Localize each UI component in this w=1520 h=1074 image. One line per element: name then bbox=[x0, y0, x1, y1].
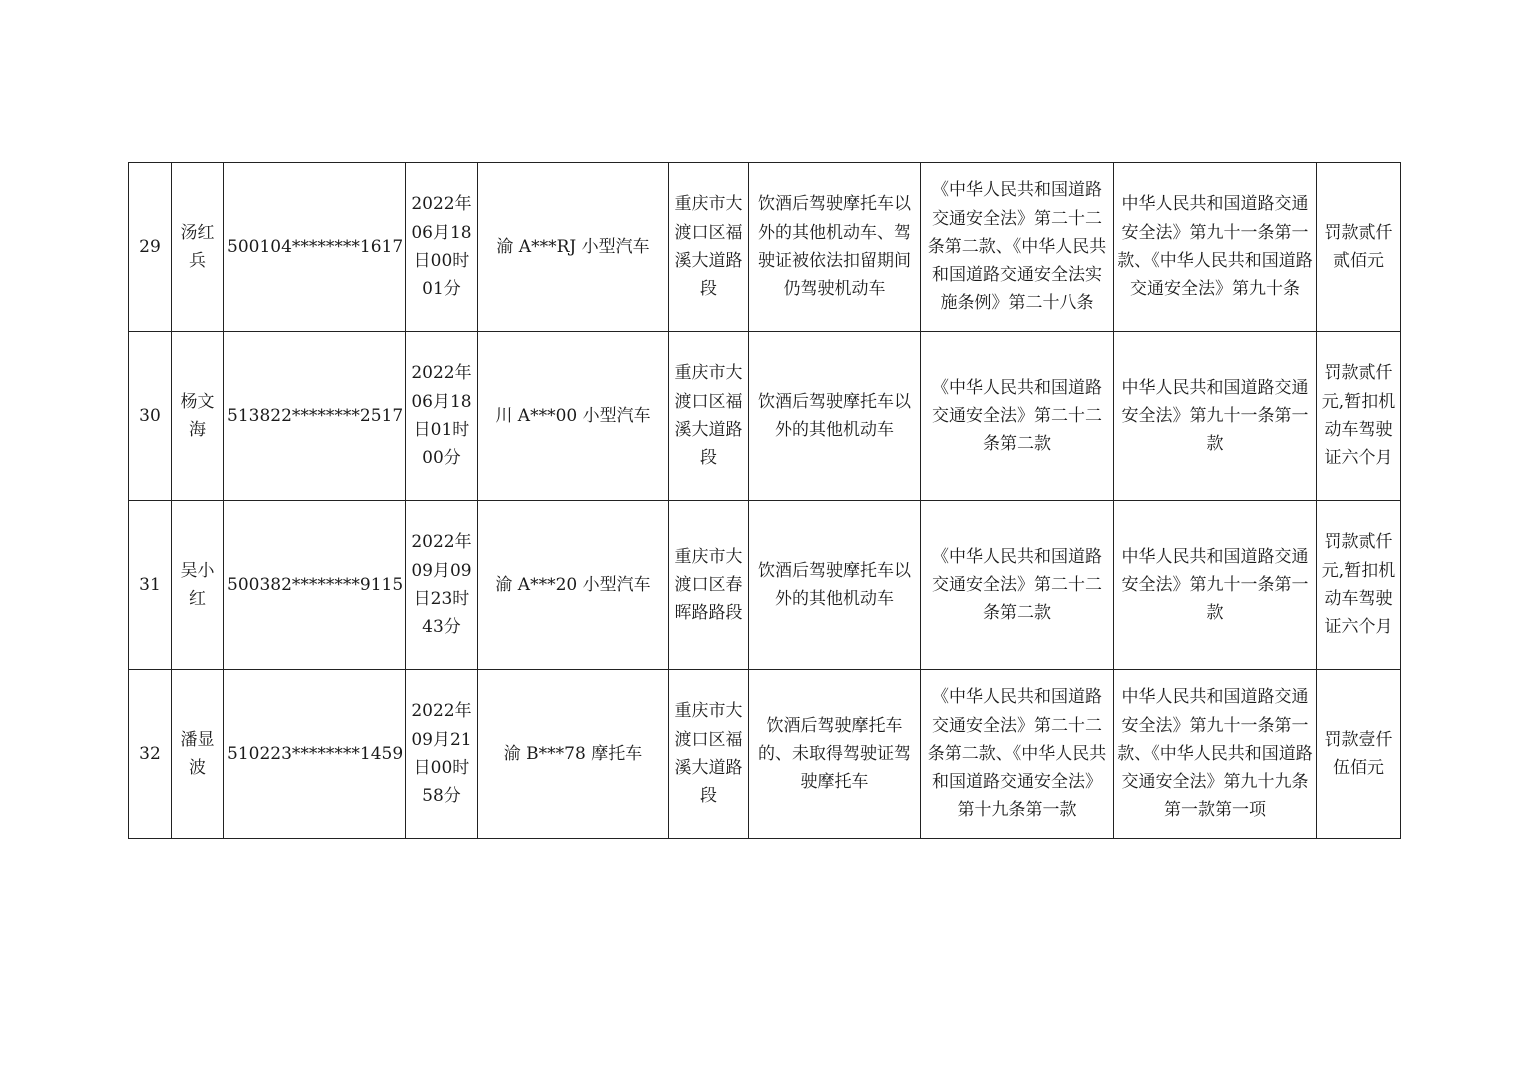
violated-law: 《中华人民共和国道路交通安全法》第二十二条第二款 bbox=[921, 501, 1114, 670]
violation-description: 饮酒后驾驶摩托车以外的其他机动车 bbox=[749, 332, 921, 501]
penalty-basis: 中华人民共和国道路交通安全法》第九十一条第一款、《中华人民共和国道路交通安全法》第九十九条第一款第一项 bbox=[1114, 670, 1317, 839]
record-number: 31 bbox=[129, 501, 172, 670]
violation-time: 2022年06月18日01时00分 bbox=[406, 332, 478, 501]
id-number: 500382********9115 bbox=[224, 501, 406, 670]
violation-time: 2022年09月21日00时58分 bbox=[406, 670, 478, 839]
penalty-basis: 中华人民共和国道路交通安全法》第九十一条第一款 bbox=[1114, 332, 1317, 501]
table-row bbox=[129, 670, 1401, 839]
vehicle-plate: 川 A***00 小型汽车 bbox=[478, 332, 669, 501]
violated-law: 《中华人民共和国道路交通安全法》第二十二条第二款 bbox=[921, 332, 1114, 501]
id-number: 500104********1617 bbox=[224, 163, 406, 332]
violation-description: 饮酒后驾驶摩托车的、未取得驾驶证驾驶摩托车 bbox=[749, 670, 921, 839]
vehicle-plate: 渝 B***78 摩托车 bbox=[478, 670, 669, 839]
table-row bbox=[129, 163, 1401, 332]
violated-law: 《中华人民共和国道路交通安全法》第二十二条第二款、《中华人民共和国道路交通安全法》第十九条第一款 bbox=[921, 670, 1114, 839]
violation-description: 饮酒后驾驶摩托车以外的其他机动车、驾驶证被依法扣留期间仍驾驶机动车 bbox=[749, 163, 921, 332]
violation-location: 重庆市大渡口区福溪大道路段 bbox=[669, 670, 749, 839]
offender-name: 潘显波 bbox=[172, 670, 224, 839]
table-row bbox=[129, 332, 1401, 501]
penalty: 罚款贰仟贰佰元 bbox=[1317, 163, 1401, 332]
record-number: 30 bbox=[129, 332, 172, 501]
penalty-basis: 中华人民共和国道路交通安全法》第九十一条第一款 bbox=[1114, 501, 1317, 670]
offender-name: 杨文海 bbox=[172, 332, 224, 501]
violation-time: 2022年09月09日23时43分 bbox=[406, 501, 478, 670]
record-number: 32 bbox=[129, 670, 172, 839]
offender-name: 吴小红 bbox=[172, 501, 224, 670]
violation-location: 重庆市大渡口区春晖路路段 bbox=[669, 501, 749, 670]
table-row bbox=[129, 501, 1401, 670]
violation-records-table bbox=[128, 162, 1401, 839]
penalty: 罚款贰仟元,暂扣机动车驾驶证六个月 bbox=[1317, 332, 1401, 501]
vehicle-plate: 渝 A***20 小型汽车 bbox=[478, 501, 669, 670]
violated-law: 《中华人民共和国道路交通安全法》第二十二条第二款、《中华人民共和国道路交通安全法实施条例》第二十八条 bbox=[921, 163, 1114, 332]
id-number: 513822********2517 bbox=[224, 332, 406, 501]
offender-name: 汤红兵 bbox=[172, 163, 224, 332]
id-number: 510223********1459 bbox=[224, 670, 406, 839]
penalty: 罚款贰仟元,暂扣机动车驾驶证六个月 bbox=[1317, 501, 1401, 670]
penalty: 罚款壹仟伍佰元 bbox=[1317, 670, 1401, 839]
violation-time: 2022年06月18日00时01分 bbox=[406, 163, 478, 332]
penalty-basis: 中华人民共和国道路交通安全法》第九十一条第一款、《中华人民共和国道路交通安全法》第九十条 bbox=[1114, 163, 1317, 332]
violation-description: 饮酒后驾驶摩托车以外的其他机动车 bbox=[749, 501, 921, 670]
violation-location: 重庆市大渡口区福溪大道路段 bbox=[669, 332, 749, 501]
violation-location: 重庆市大渡口区福溪大道路段 bbox=[669, 163, 749, 332]
vehicle-plate: 渝 A***RJ 小型汽车 bbox=[478, 163, 669, 332]
record-number: 29 bbox=[129, 163, 172, 332]
